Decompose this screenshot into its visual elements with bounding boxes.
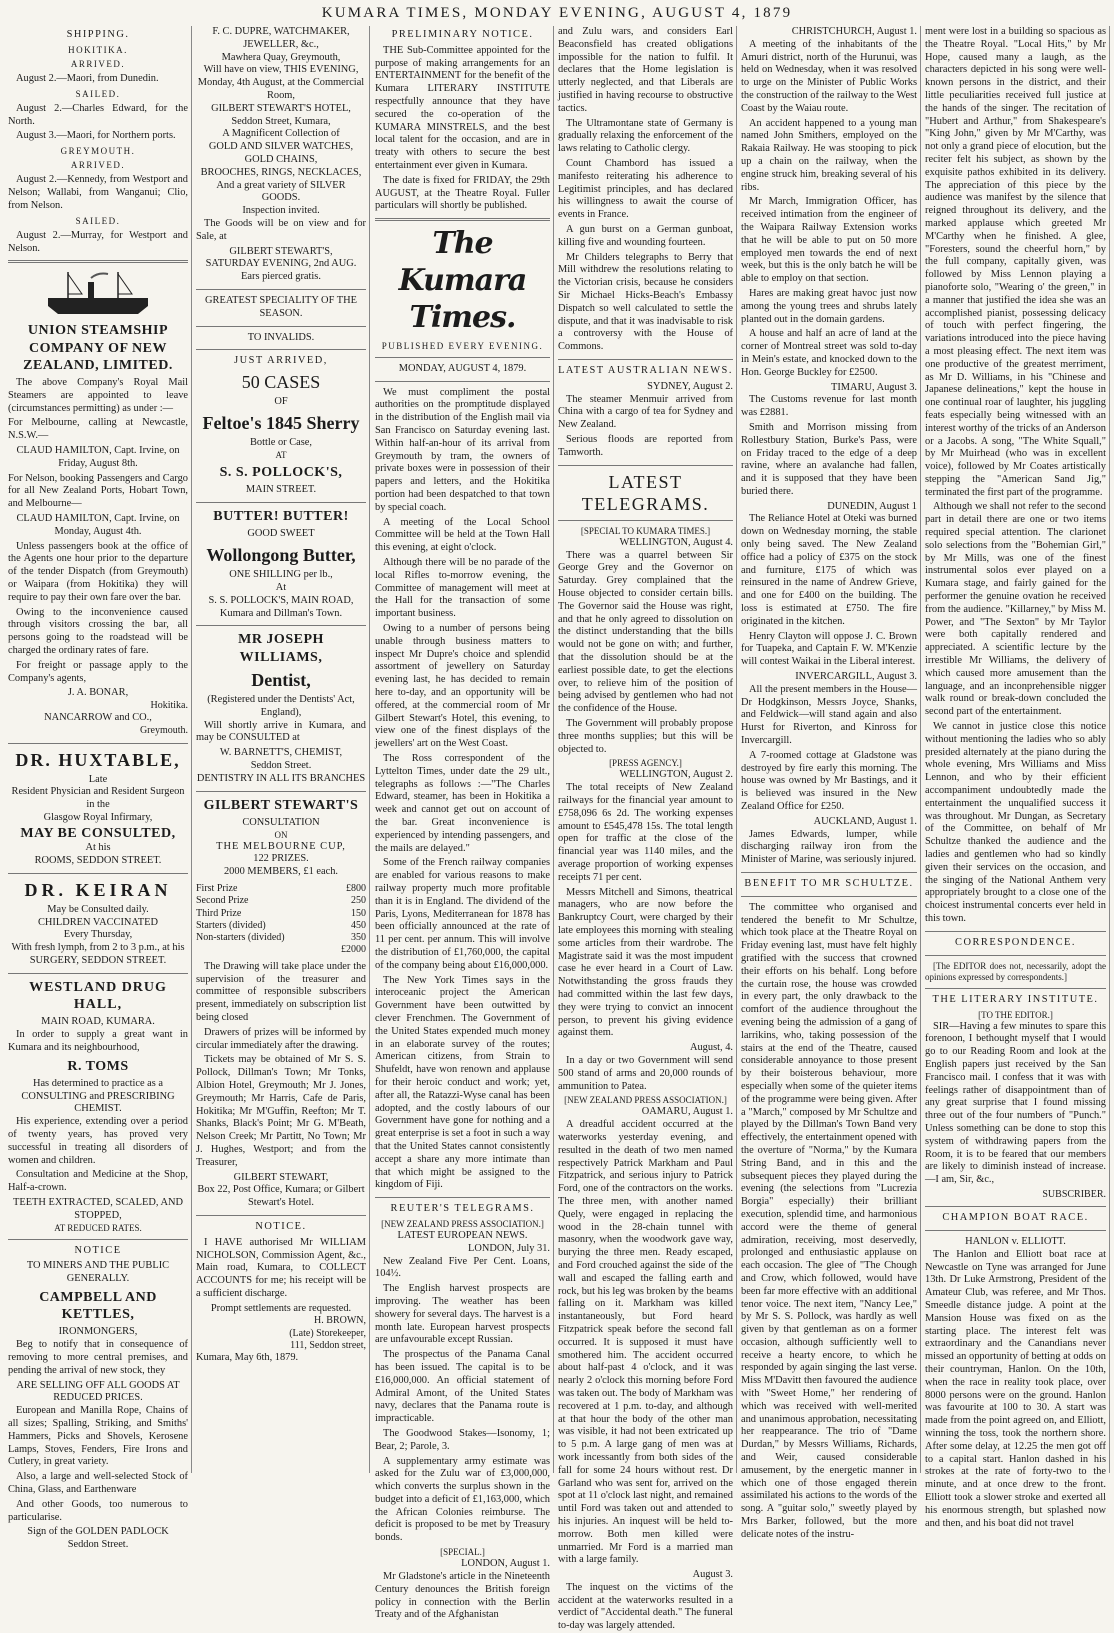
keiran-line-3: Every Thursday,	[63, 929, 133, 941]
prize-row: Third Prize 150	[196, 907, 366, 919]
boat-race-para: The Hanlon and Elliott boat race at Newcastle on Tyne was arranged for June 13th. Dr Luke Armstrong, President of the Amateur Club, was referee, and Mr Thos. Smeedle distance judge. A point at the Mansion House was fixed on as the starting place. The interest felt was extraordinary and the Canandians never missed an opportunity of betting at odds on their countryman, Hanlon. On the 10th, when the race in reality took place, over 8000 persons were on the ground. Hanlon was favourite at 100 to 30. A start was made from the point agreed on, and Elliott, winning the toss, took the northern shore. After some delay, at 12.25 the men got off to a capital start. Hanlon dashed in his strokes at the rate of forty-two to the minute, and at once drew to the front. Elliott took a slower stroke and exerted all his enormous strength, but splashed now and then, and his boat did not travel	[925, 1248, 1106, 1529]
dupre-line-13: SATURDAY EVENING, 2nd AUG.	[205, 258, 357, 270]
huxtable-line-2: Resident Physician and Resident Surgeon in the	[11, 786, 185, 811]
australian-news-title: LATEST AUSTRALIAN NEWS.	[558, 364, 733, 376]
col5-para-6: The Customs revenue for last month was £2881.	[741, 394, 917, 419]
drug-line-5: His experience, extending over a period of twenty years, has proved very successful in treating all disorders of women and children.	[8, 1116, 188, 1166]
notice2-line-1: H. BROWN,	[314, 1315, 366, 1327]
col5-date-4: INVERCARGILL, August 3.	[795, 671, 917, 683]
keiran-line-2: CHILDREN VACCINATED	[38, 916, 158, 928]
union-para-7: Owing to the inconvenience caused through visitors crossing the bar, all persons going to the roadstead will be charged the ordinary rates of fare.	[8, 606, 188, 656]
cup-line-1: GILBERT STEWART'S	[203, 797, 359, 813]
boat-race-subtitle: HANLON v. ELLIOTT.	[965, 1236, 1066, 1248]
literary-institute-sub: [TO THE EDITOR.]	[978, 1009, 1053, 1020]
cup-line-4: THE MELBOURNE CUP,	[216, 840, 346, 852]
huxtable-name: DR. HUXTABLE,	[15, 749, 181, 770]
editorial-para-2: A meeting of the Local School Committee will be held at the Town Hall this evening, at eight o'clock.	[375, 516, 550, 554]
campbell-subtitle: IRONMONGERS,	[58, 1326, 138, 1338]
keiran-line-4: With fresh lymph, from 2 to 3 p.m., at his	[11, 942, 185, 954]
col5-date-2: TIMARU, August 3.	[830, 381, 917, 393]
telegrams-nzpa: [NEW ZEALAND PRESS ASSOCIATION.]	[564, 1095, 727, 1106]
notice2-para-2: Prompt settlements are requested.	[210, 1302, 352, 1314]
drug-line-6: Consultation and Medicine at the Shop, Half-a-crown.	[8, 1169, 188, 1194]
col5-para-7: Smith and Morrison missing from Rollestbury Station, Burke's Pass, were on Friday traced to the edge of a deep ravine, where an avalanche had fallen, and it is supposed that they have been buried there.	[741, 421, 917, 497]
australian-news-date: SYDNEY, August 2.	[647, 380, 733, 392]
drug-line-2: In order to supply a great want in Kumara and its neighbourhood,	[8, 1028, 188, 1053]
campbell-line-3: European and Manilla Rope, Chains of all sizes; Spalling, Striking, and Smiths' Hammers, Picks and Shovels, Kerosene Lamps, Stoves, Fenders, Fire Irons and Cutlery, in great variety.	[8, 1405, 188, 1468]
keiran-line-1: May be Consulted daily.	[47, 903, 149, 915]
literary-institute-sign: SUBSCRIBER.	[1042, 1188, 1106, 1200]
dupre-line-8: BROOCHES, RINGS, NECKLACES,	[200, 166, 362, 178]
dentist-line-2: Dentist,	[251, 669, 311, 690]
butter-line-2: GOOD SWEET	[247, 528, 315, 540]
sherry-line-1: GREATEST SPECIALITY OF THE SEASON.	[205, 294, 357, 319]
cup-para-1: The Drawing will take place under the supervision of the treasurer and committee of responsible subscribers present, immediately on subscription list being closed	[196, 960, 366, 1023]
keiran-line-5: SURGERY, SEDDON STREET.	[29, 954, 167, 966]
campbell-title: CAMPBELL AND KETTLES,	[39, 1290, 157, 1323]
editorial-para-3: Although there will be no parade of the local Rifles to-morrow evening, the Committee of management will meet at the Hall for the transaction of some important business.	[375, 557, 550, 620]
union-para-1: The above Company's Royal Mail Steamers are appointed to leave (circumstances permitting) as under :—	[8, 377, 188, 414]
col5-para-2: An accident happened to a young man named John Smithers, employed on the Rakaia Railway. He was stooping to pick up a chain on the railway, when the engine struck him, breaking several of his ribs.	[741, 117, 917, 193]
correspondence-note: [The EDITOR does not, necessarily, adopt the opinions expressed by correspondents.]	[925, 960, 1106, 982]
col5-para-12: James Edwards, lumper, while discharging railway iron from the Minister of Marine, was seriously injured.	[741, 828, 917, 866]
dupre-line-1: Mawhera Quay, Greymouth,	[221, 51, 341, 63]
col5-para-5: A house and half an acre of land at the corner of Montreal street was sold to-day in Mein's estate, and knocked down to the Hon. George Buckley for £2500.	[741, 328, 917, 378]
australian-para-2: Serious floods are reported from Tamworth.	[558, 433, 733, 458]
union-agent-1-place: Hokitika.	[150, 700, 188, 712]
huxtable-line-5: At his	[85, 842, 111, 854]
col4-para-4: A gun burst on a German gunboat, killing five and wounding fourteen.	[558, 223, 733, 248]
reuter-heading: LATEST EUROPEAN NEWS.	[397, 1229, 528, 1241]
dupre-line-11: The Goods will be on view and for Sale, at	[196, 217, 366, 242]
literary-institute-para: SIR—Having a few minutes to spare this forenoon, I bethought myself that I would go to our Reading Room and look at the English papers just received by the San Francisco mail. I confess that it was with feelings rather of disappointment than of any great surprise that I found missing three out of the four numbers of "Punch." Unless something can be done to stop this system of withdrawing papers from the Room, it is to be feared that our members are likely to diminish instead of increase.—I am, Sir, &c.,	[925, 1020, 1106, 1186]
dupre-line-7: GOLD CHAINS,	[244, 153, 318, 165]
column-5	[741, 26, 917, 1540]
prize-table	[196, 883, 366, 957]
cup-line-6: 2000 MEMBERS, £1 each.	[223, 866, 338, 878]
campbell-line-7: Seddon Street.	[67, 1539, 129, 1551]
col6-para-1: ment were lost in a building so spacious as the Theatre Royal. "Local Hits," by Mr Hope, caused many a laugh, as the characters depicted in his song were well-known persons in the district, and their little peculiarities received full justice at the hands of the singer. The recitation of "Hubert and Arthur," from Shakespeare's "King John," given by Mr M'Carthy, was not only a grand piece of elocution, but the reciter felt his subject, as shown by the exquisite pathos exhibited in its delivery. The appreciation of this piece by the audience was manifest by the silence that reigned throughout its delivery, and the marked applause which greeted Mr M'Carthy when he finished. A glee, "Foresters, sound the cheerful horn," by the full company, capitally given, was followed by Miss Lennon playing a pianoforte solo, "Wearing o' the green," in a manner that justified the idea she was an accomplished pianist, possessing delicacy of touch with perfect fingering, the variations introduced into the piece having a most pleasing effect. The next item was one productive of the greatest merriment, as Mr D. Williams, in his "Chinese and Japanese delineations," kept the house in one continual roar of laughter, his juggling feats especially being witnessed with an interest worthy of the tricks of an Anderson or a Jacobs. A song, "The White Squall," by Mr Muirhead (who was in excellent voice), followed by Mr Coates artistically stepping the "American Sand Jig," terminated the first part of the programme.	[925, 26, 1106, 498]
reuter-para-2: The English harvest prospects are improving. The weather has been showery for several days. The harvest is a month late. European harvest prospects are unfavourable except Russian.	[375, 1283, 550, 1346]
union-para-2: For Melbourne, calling at Newcastle, N.S.W.—	[8, 417, 188, 442]
telegrams-date-5: August 3.	[692, 1569, 733, 1581]
dupre-line-9: And a great variety of SILVER GOODS.	[216, 179, 346, 204]
latest-telegrams-title: LATEST TELEGRAMS.	[581, 471, 710, 514]
union-para-6: Unless passengers book at the office of the Agents one hour prior to the departure of the tender Dispatch (from Greymouth) or Waipara (from Hokitika) they will require to pay their own fare over the bar.	[8, 540, 188, 603]
prize-row: Non-starters (divided) 350	[196, 932, 366, 944]
butter-line-4: ONE SHILLING per lb.,	[229, 569, 333, 581]
dupre-line-10: Inspection invited.	[242, 205, 320, 217]
col4-para-5: Mr Childers telegraphs to Berry that Mill withdrew the resolutions relating to the Victorian crisis, because he considers Sir Michael Hicks-Beach's Embassy Dispatch so well calculated to settle the dispute, and that it was inadvisable to risk a controversy with the House of Commons.	[558, 251, 733, 353]
drug-line-7: TEETH EXTRACTED, SCALED, AND STOPPED,	[13, 1196, 183, 1221]
huxtable-line-6: ROOMS, SEDDON STREET.	[34, 854, 162, 866]
prize-row: Second Prize 250	[196, 895, 366, 907]
notice2-line-2: (Late) Storekeeper,	[289, 1327, 366, 1339]
drug-name: R. TOMS	[67, 1058, 129, 1074]
hokitika-heading: HOKITIKA.	[68, 44, 128, 55]
col5-para-11: A 7-roomed cottage at Gladstone was destroyed by fire early this morning. The house was owned by Mr Bastings, and it is believed was insured in the New Zealand Office for £250.	[741, 749, 917, 813]
campbell-line-4: Also, a large and well-selected Stock of China, Glass, and Earthenware	[8, 1471, 188, 1496]
prize-row: Starters (divided) 450	[196, 919, 366, 931]
huxtable-line-1: Late	[88, 773, 108, 785]
column-1	[8, 26, 188, 1551]
reuter-subtitle: [NEW ZEALAND PRESS ASSOCIATION.]	[381, 1218, 544, 1229]
sherry-line-2: TO INVALIDS.	[247, 331, 315, 343]
cup-para-2: Drawers of prizes will be informed by circular immediately after the drawing.	[196, 1026, 366, 1051]
telegrams-date-4: OAMARU, August 1.	[641, 1106, 733, 1118]
telegrams-special: [SPECIAL TO KUMARA TIMES.]	[580, 525, 711, 536]
prelim-title: PRELIMINARY NOTICE.	[391, 29, 534, 40]
prelim-para-1: THE Sub-Committee appointed for the purpose of making arrangements for an ENTERTAINMENT for the benefit of the Kumara LITERARY INSTITUTE respectfully announce that they have secured the co-operation of the KUMARA MINSTRELS, and the best local talent for the occasion, and are in treaty with others to secure the best entertainment ever given in Kumara.	[375, 44, 550, 171]
paper-title: The Kumara Times.	[398, 226, 527, 335]
reuter-special: [SPECIAL.]	[440, 1547, 485, 1558]
column-4	[558, 26, 733, 1632]
reuter-date-2: LONDON, August 1.	[461, 1558, 550, 1570]
col4-para-2: The Ultramontane state of Germany is gradually relaxing the enforcement of the laws relating to Catholic clergy.	[558, 117, 733, 155]
cup-line-7: GILBERT STEWART,	[233, 1171, 329, 1183]
reuter-para-5: A supplementary army estimate was asked for the Zulu war of £3,000,000, which converts the surplus shown in the budget into a deficit of £1,163,000, which the African Colonies reimburse. The deficit is proposed to be met by Treasury bonds.	[375, 1455, 550, 1544]
dupre-line-2: Will have on view, THIS EVENING, Monday, 4th August, at the Commercial Room,	[197, 64, 365, 101]
union-agent-1: J. A. BONAR,	[67, 687, 129, 699]
col5-para-8: The Reliance Hotel at Oteki was burned down on Wednesday morning, the stable only being saved. The New Zealand office had a policy of £375 on the stock and furniture, £175 of which was reinsured in the name of Andrew Grieve, and one for £400 on the building. The loss is estimated at £750. The fire originated in the kitchen.	[741, 513, 917, 627]
greymouth-sailing: August 2.—Murray, for Westport and Nelson.	[8, 229, 188, 254]
keiran-name: DR. KEIRAN	[24, 879, 172, 900]
column-3	[375, 26, 550, 1621]
dentist-line-5: W. BARNETT'S, CHEMIST,	[219, 747, 343, 759]
huxtable-line-3: Glasgow Royal Infirmary,	[43, 812, 153, 824]
dupre-name: F. C. DUPRE, WATCHMAKER, JEWELLER, &c.,	[212, 26, 350, 50]
hokitika-sailing-2: August 3.—Maori, for Northern ports.	[16, 130, 176, 142]
campbell-line-1: Beg to notify that in consequence of removing to more central premises, and pending the arrival of new stock, they	[8, 1339, 188, 1376]
col5-para-10: All the present members in the House—Dr Hodgkinson, Messrs Joyce, Shanks, and Feldwick—will stand again and also Hurst for Riverton, and Kinross for Invercargill.	[741, 683, 917, 747]
sherry-line-10: MAIN STREET.	[245, 484, 317, 496]
notice2-title: NOTICE.	[255, 1220, 307, 1232]
telegrams-date-2: WELLINGTON, August 2.	[619, 769, 733, 781]
col6-para-3: We cannot in justice close this notice without mentioning the ladies who so ably presided alternately at the piano during the whole evening, Mrs Williams and Miss Lennon, and who by their efficient accompaniment undoubtedly made the entertainment the unqualified success it was throughout. Mr Dungan, as Secretary of the Committee, on behalf of Mr Schultze thanked the audience and the ladies and gentlemen who had so kindly given their services on the occasion, and the singing of the National Anthem very appropriately brought to a close one of the choicest instrumental concerts ever held in this town.	[925, 721, 1106, 924]
editorial-para-1: We must compliment the postal authorities on the promptitude displayed in the distribution of the English mail via San Francisco on Saturday evening last. Within half-an-hour of its arrival from Greymouth by tram, the owners of private boxes were in possession of their papers and letters, and the Hokitika portion had been despatched to that town by special coach.	[375, 386, 550, 513]
col4-para-3: Count Chambord has issued a manifesto reiterating his adherence to Legitimist principles, and has declared his willingness to await the course of events in France.	[558, 157, 733, 221]
cup-line-5: 122 PRIZES.	[253, 853, 309, 865]
prize-row: First Prize £800	[196, 882, 366, 894]
sherry-line-5: OF	[274, 396, 288, 408]
union-para-4: For Nelson, booking Passengers and Cargo for all New Zealand Ports, Hobart Town, and Melbourne—	[8, 472, 188, 510]
editorial-para-6: Some of the French railway companies are enabled for various reasons to make railway property much more profitable than it is in England. The dividend of the Paris, Lyons, Mediterranean for 1878 has been officially announced at the rate of 11 per cent. per annum. This will involve the distribution of £1,760,000, the capital of the company being about £16,000,000.	[375, 857, 550, 971]
butter-line-1: BUTTER! BUTTER!	[213, 509, 349, 525]
telegrams-para-6: A dreadful accident occurred at the waterworks yesterday evening, and resulted in the death of two men named respectively Patrick Markham and Paul Fitzpatrick, and serious injury to Patrick Ford, one of the contractors on the works. The three men, with another named Quely, were engaged in replacing the wood in the 28-chain tunnel with masonry, when the woodwork gave way, burying the three men. Ready escaped, and Ford crouched against the side of the wall and escaped the falling earth and rock, but his leg was broken by the beams falling on it. Markham was killed instantaneously, but Ford heard Fitzpatrick speak before the second fall occurred. It is supposed it must have smothered him. The accident occurred about half-past 4 o'clock, and it was nearly 2 o'clock this morning before Ford was taken out. The body of Markham was recovered at 1 p.m. to-day, and although at that hour the body of the other man was visible, it had not been extricated up to 5 p.m. A large gang of men was at work incessantly from both sides of the fall for some 24 hours without rest. Dr Garland who was sent for, arrived on the spot at 11 o'clock last night, and remained until Ford was taken out and attended to his injuries. An inquest will be held to-morrow. Both men killed were unmarried. Mr Ford is a married man with a large family.	[558, 1119, 733, 1566]
telegrams-date-3: August, 4.	[689, 1042, 733, 1054]
col5-date-5: AUCKLAND, August 1.	[813, 815, 917, 827]
dupre-line-4: Seddon Street, Kumara,	[231, 115, 331, 127]
sherry-line-7: Bottle or Case,	[249, 437, 313, 449]
drug-line-3: Has determined to practice as a	[32, 1077, 164, 1089]
butter-line-6: S. S. POLLOCK'S, MAIN ROAD,	[208, 594, 354, 606]
arrived-label-2: ARRIVED.	[70, 160, 126, 171]
prelim-para-2: The date is fixed for FRIDAY, the 29th AUGUST, at the Theatre Royal. Fuller particulars will shortly be published.	[375, 174, 550, 212]
union-agent-2-place: Greymouth.	[139, 725, 188, 737]
telegrams-para-3: The total receipts of New Zealand railways for the financial year amount to £758,096 6s 2d. The working expenses amount to £545,478 15s. The total length open for traffic at the close of the financial year was 1140 miles, and the average proportion of working expenses receipts 71 per cent.	[558, 782, 733, 883]
prize-total-row: £2000	[341, 944, 366, 956]
col5-date-1: CHRISTCHURCH, August 1.	[791, 26, 917, 37]
sailed-label: SAILED.	[75, 88, 121, 99]
masthead: KUMARA TIMES, MONDAY EVENING, AUGUST 4, 1879	[321, 5, 793, 21]
literary-institute-title: THE LITERARY INSTITUTE.	[932, 993, 1099, 1005]
drug-hall-title: WESTLAND DRUG HALL,	[29, 979, 167, 1012]
boat-race-title: CHAMPION BOAT RACE.	[942, 1212, 1089, 1224]
dupre-line-5: A Magnificent Collection of	[222, 128, 340, 140]
col5-para-1: A meeting of the inhabitants of the Amuri district, north of the Hurunui, was held on Wednesday, when it was resolved to urge on the Minister of Public Works the construction of the railway to the West Coast by the Waiau route.	[741, 38, 917, 114]
notice-title: NOTICE	[74, 1244, 122, 1256]
notice2-line-3: 111, Seddon street,	[290, 1340, 366, 1352]
paper-subtitle: PUBLISHED EVERY EVENING.	[381, 340, 544, 351]
union-para-8: For freight or passage apply to the Company's agents,	[8, 659, 188, 684]
col6-para-2: Although we shall not refer to the second part in detail there are one or two items required special attention. The clarionet solo selections from the "Bohemian Girl," by Mr Mills, was one of the finest instrumental solos ever played on a Kumara stage, and fairly gained for the performer the genuine ovation he received from the audience. "Killarney," by Miss M. Power, and "The Sexton" by Mr Taylor were both capitally rendered and appreciated. A scientific lecture by the irrestible Mr Williams, the delivery of which caused more amusement than the language, and an inconprehensible nigger walk round or break-down concluded the second part of the entertainment.	[925, 501, 1106, 718]
sherry-line-4: 50 CASES	[241, 372, 321, 393]
cup-line-2: CONSULTATION	[242, 816, 320, 828]
col5-para-4: Hares are making great havoc just now among the young trees and shrubs lately planted out in the domain gardens.	[741, 287, 917, 325]
cup-para-3: Tickets may be obtained of Mr S. S. Pollock, Dillman's Town; Mr Tonks, Albion Hotel, Greymouth; Mr J. Jones, Greymouth; Mr Harris, Cafe de Paris, Hokitika; Mr M'Guffin, Reefton; Mr T. Shanks, Black's Point; Mr G. M'Beath, Nelson Creek; Mr Partitt, No Town; Mr J. Hughes, Westport; and from the Treasurer,	[196, 1054, 366, 1168]
hokitika-sailing-1: August 2.—Charles Edward, for the North.	[8, 102, 188, 127]
sherry-line-3: JUST ARRIVED,	[234, 355, 328, 367]
notice2-para-1: I HAVE authorised Mr WILLIAM NICHOLSON, Commission Agent, &c., Main road, Kumara, to COLLECT ACCOUNTS for me; his receipt will be a sufficient discharge.	[196, 1236, 366, 1299]
huxtable-line-4: MAY BE CONSULTED,	[20, 825, 176, 841]
australian-para-1: The steamer Menmuir arrived from China with a cargo of tea for Sydney and New Zealand.	[558, 393, 733, 431]
drug-line-1: MAIN ROAD, KUMARA.	[41, 1016, 155, 1028]
campbell-line-2: ARE SELLING OFF ALL GOODS AT REDUCED PRICES.	[16, 1379, 180, 1404]
dentist-line-7: DENTISTRY IN ALL ITS BRANCHES	[196, 772, 366, 784]
telegrams-agency: [PRESS AGENCY.]	[609, 758, 682, 769]
butter-line-3: Wollongong Butter,	[206, 545, 356, 566]
correspondence-title: CORRESPONDENCE.	[955, 936, 1076, 948]
telegrams-para-4: Messrs Mitchell and Simons, theatrical managers, who are now before the Bankruptcy Court, were charged by their late employees this morning with stealing some articles from their wardrobe. The Magistrate said it was the most impudent case he ever heard in a Court of Law. Notwithstanding the gross frauds they had committed within the last few days, they were trying to convict an innocent person, to prevent his giving evidence against them.	[558, 886, 733, 1039]
butter-line-5: At	[275, 581, 287, 593]
drug-line-8: AT REDUCED RATES.	[54, 1222, 142, 1233]
cup-line-8: Box 22, Post Office, Kumara; or Gilbert Stewart's Hotel.	[197, 1184, 365, 1209]
union-agent-2: NANCARROW and CO.,	[44, 712, 152, 724]
dupre-line-12: GILBERT STEWART'S,	[229, 245, 333, 257]
paper-date: MONDAY, AUGUST 4, 1879.	[398, 362, 527, 374]
hokitika-arrival: August 2.—Maori, from Dunedin.	[16, 72, 159, 84]
telegrams-para-1: There was a quarrel between Sir George Grey and the Governor on Saturday. Grey complained that the House objected to consider certain bills. The Governor said the House was right, and that he only agreed to dissolution on the distinct understanding that the bills would not be gone on with; and further, that the dissolution should be at the earliest possible date, to get the elections over, to relieve him of the position of being advised by gentlemen who had not the confidence of the House.	[558, 549, 733, 715]
col4-para-1: and Zulu wars, and considers Earl Beaconsfield has created obligations impossible for the nation to fulfil. It declares that the Home legislation is utterly neglected, and that Liberals are justified in having recourse to obstructive tactics.	[558, 26, 733, 114]
reuter-title: REUTER'S TELEGRAMS.	[390, 1203, 535, 1215]
campbell-line-5: And other Goods, too numerous to particularise.	[8, 1498, 188, 1523]
sherry-line-9: S. S. POLLOCK'S,	[219, 465, 343, 481]
union-para-3: CLAUD HAMILTON, Capt. Irvine, on Friday, August 8th.	[16, 444, 180, 469]
telegrams-para-2: The Government will probably propose three months supplies; but this will be objected to.	[558, 717, 733, 755]
dupre-line-3: GILBERT STEWART'S HOTEL,	[211, 102, 351, 114]
dentist-line-3: (Registered under the Dentists' Act, England),	[207, 693, 355, 718]
editorial-para-5: The Ross correspondent of the Lyttelton Times, under date the 29 ult., telegraphs as follows :—"The Charles Edward, steamer, has been in Hokitika a week and cannot get out on account of the bar. Great inconvenience is experienced by intending passengers, and the mails are delayed."	[375, 753, 550, 854]
campbell-line-6: Sign of the GOLDEN PADLOCK	[27, 1526, 169, 1538]
col5-date-3: DUNEDIN, August 1	[827, 500, 917, 512]
union-steamship-title: UNION STEAMSHIP COMPANY OF NEW ZEALAND, LIMITED.	[23, 323, 173, 373]
benefit-title: BENEFIT TO MR SCHULTZE.	[744, 878, 914, 889]
dupre-line-14: Ears pierced gratis.	[241, 271, 321, 283]
telegrams-para-5: In a day or two Government will send 500 stand of arms and 20,000 rounds of ammunition to Patea.	[558, 1054, 733, 1092]
cup-line-3: ON	[274, 829, 288, 840]
reuter-date-1: LONDON, July 31.	[468, 1242, 550, 1254]
benefit-para-1: The committee who organised and tendered the benefit to Mr Schultze, which took place at the Theatre Royal on Friday evening last, must have felt highly gratified with the success that crowned their efforts on his behalf. Long before the curtain rose, the house was crowded in every part, the only drawback to the comfort of the audience throughout the evening being the admission of a gang of larrikins, who, taking possession of the stairs at the end of the Theatre, caused considerable annoyance to those present by their boisterous behaviour, more especially when some of the quieter items of the programme were being given. After a "March," composed by Mr Schultze and played by the Dillman's Town Band very effectively, the entertainment opened with the overture of "Norma," by the Kumara String Band, and in this and the subsequent pieces they played during the evening (the selections from "Lucrezia Borgia" especially) their brilliant execution, splendid time, and harmonious accord were the theme of general admiration, receiving, most deservedly, prolonged and enthusiastic applause on each occasion. The glee of "The Chough and Crow, which followed, would have been far more effective with an additional tenor voice. The next item, "Nancy Lee," by Mr S. S. Pollock, was hardly as well given by that gentleman as on a former occasion, although sufficiently well to receive a hearty encore, to which he responded by again singing the last verse. Miss M'Davitt then favoured the audience with "Sweet Home," her rendering of which was received with well-merited and unanimous approbation, necessitating her reappearance. The trio of "Dame Durdan," by Messrs Williams, Richards, and Weir, caused considerable amusement, by the energetic manner in which one of those engaged therein assimilated his actions to the words of the song. A "guitar solo," sweetly played by Mrs Barker, followed, but the more delicate notes of the instru-	[741, 901, 917, 1540]
dentist-line-4: Will shortly arrive in Kumara, and may be CONSULTED at	[196, 719, 366, 744]
dentist-line-6: Seddon Street.	[250, 759, 312, 771]
column-2	[196, 26, 366, 1473]
union-para-5: CLAUD HAMILTON, Capt. Irvine, on Monday, August 4th.	[16, 512, 180, 537]
greymouth-heading: GREYMOUTH.	[60, 146, 136, 157]
sherry-line-6: Feltoe's 1845 Sherry	[202, 413, 360, 434]
col5-para-3: Mr March, Immigration Officer, has received intimation from the engineer of the Waipara Railway Extension works that he will be able to put on 50 more employed men towards the end of next week, but this is the only batch he will be able to employ on that section.	[741, 196, 917, 285]
reuter-para-4: The Goodwood Stakes—Isonomy, 1; Bear, 2; Parole, 3.	[375, 1427, 550, 1452]
reuter-para-1: New Zealand Five Per Cent. Loans, 104½.	[375, 1255, 550, 1280]
dentist-line-1: MR JOSEPH WILLIAMS,	[238, 632, 324, 665]
butter-line-7: Kumara and Dillman's Town.	[219, 607, 343, 619]
telegrams-date-1: WELLINGTON, August 4.	[619, 536, 733, 548]
notice-line-1: TO MINERS AND THE PUBLIC GENERALLY.	[26, 1260, 170, 1285]
sailed-label-2: SAILED.	[75, 215, 121, 226]
drug-line-4: CONSULTING and PRESCRIBING CHEMIST.	[21, 1090, 175, 1115]
col5-para-9: Henry Clayton will oppose J. C. Brown for Tuapeka, and Captain F. W. M'Kenzie will contest Waikai in the Liberal interest.	[741, 630, 917, 668]
column-6	[925, 26, 1106, 1529]
editorial-para-7: The New York Times says in the interoceanic project the American Government have been outwitted by clever Frenchmen. The Government of the United States expended much money in an elaborate survey of the routes; American citizens, from Strain to Shufeldt, have won renown and applause for their heroic conduct and work; yet, after all, the Ratazzi-Wyse canal has been adopted, and the costly labours of our Government have gone for nothing and a great enterprise is set a foot in such a way that the United States cannot consistently accept a share any more intimate than that which might be assigned to the kingdom of Fiji.	[375, 974, 550, 1191]
dupre-line-6: GOLD AND SILVER WATCHES,	[208, 141, 354, 153]
reuter-para-3: The prospectus of the Panama Canal has been issued. The capital is to be £16,000,000. An official statement of Admiral Amont, of the United States navy, declares that the Panama route is impracticable.	[375, 1349, 550, 1425]
telegrams-para-7: The inquest on the victims of the accident at the waterworks resulted in a verdict of "Accidental death." The funeral to-day was largely attended.	[558, 1581, 733, 1632]
greymouth-arrival: August 2.—Kennedy, from Westport and Nelson; Wallabi, from Wanganui; Clio, from Nelson.	[8, 174, 188, 211]
editorial-para-4: Owing to a number of persons being unable through business matters to inspect Mr Dupre's choice and splendid assortment of jewellery on Saturday evening last, he has decided to remain here to-day, and an opportunity will be offered, at the commercial room of Mr Gilbert Stewart's Hotel, this evening, to view one of the finest displays of the jewellers' art on the West Coast.	[375, 623, 550, 750]
steamship-icon	[38, 268, 158, 318]
arrived-label: ARRIVED.	[70, 58, 126, 69]
sherry-line-8: AT	[275, 449, 287, 460]
reuter-para-6: Mr Gladstone's article in the Nineteenth Century denounces the British foreign policy in connection with the Berlin Treaty and of the Afghanistan	[375, 1570, 550, 1621]
shipping-title: SHIPPING.	[66, 29, 130, 40]
notice2-line-4: Kumara, May 6th, 1879.	[196, 1352, 299, 1364]
